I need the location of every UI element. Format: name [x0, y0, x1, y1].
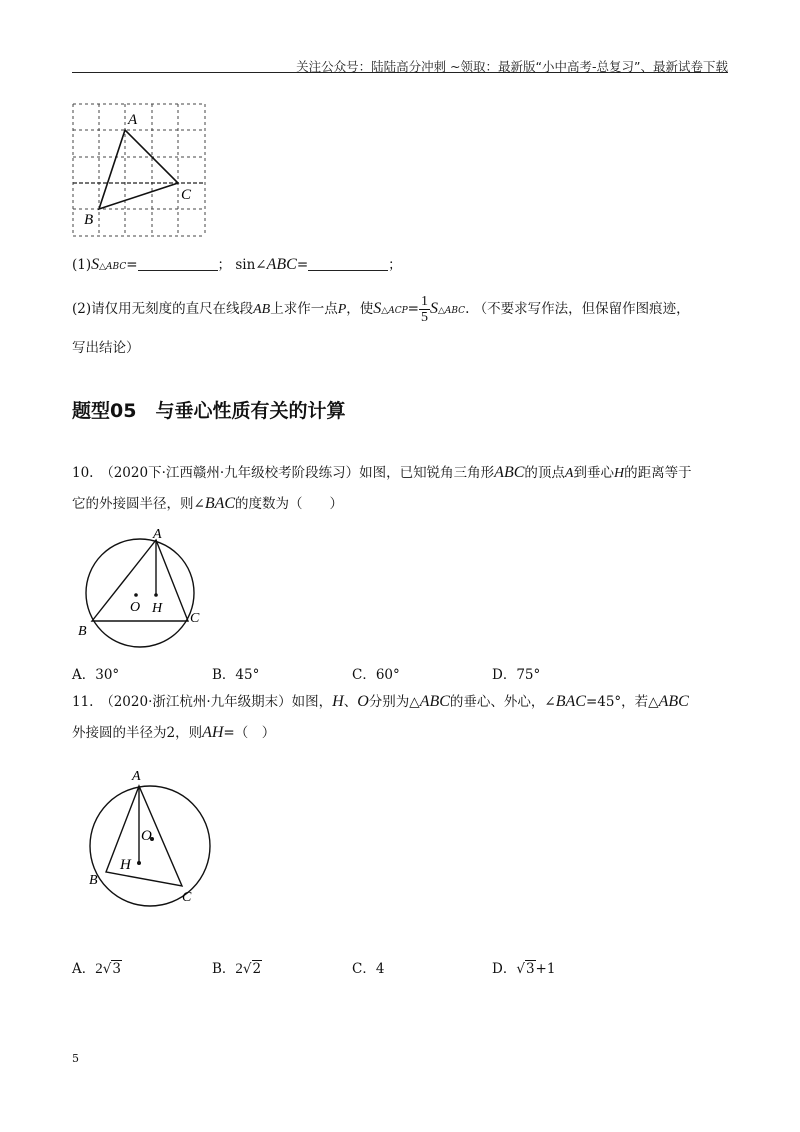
- problem-11-line2: 外接圆的半径为2，则AH=（ ）: [72, 724, 276, 741]
- label-h: H: [152, 601, 163, 616]
- circle-triangle-figure-11: [82, 762, 222, 912]
- sqrt-sign: √: [102, 961, 112, 977]
- label-o: O: [130, 600, 141, 615]
- circle-triangle-figure-10: [70, 523, 210, 648]
- option-b[interactable]: B．45°: [212, 667, 260, 683]
- label-o: O: [141, 828, 152, 844]
- grid-triangle-figure: [70, 100, 210, 240]
- option-a[interactable]: A．30°: [72, 667, 120, 683]
- section-title: 题型05 与垂心性质有关的计算: [72, 400, 346, 422]
- answer-blank-2: [308, 256, 388, 271]
- label-c: C: [181, 187, 192, 203]
- problem-11-line1: 11. （2020·浙江杭州·九年级期末）如图，H、O分别为△ABC的垂心、外心，∠BAC=45°，若△ABC: [72, 693, 689, 710]
- label-b: B: [89, 873, 98, 888]
- fraction-one-fifth: $\frac{1}{5}$: [420, 294, 428, 325]
- page-header: 关注公众号：陆陆高分冲刺 ~领取：最新版“小中高考-总复习”、最新试卷下载: [296, 59, 728, 74]
- label-a: A: [128, 112, 138, 128]
- point-h: [137, 861, 141, 865]
- option-c[interactable]: C．60°: [352, 667, 400, 683]
- problem-10-line2: 它的外接圆半径，则∠BAC的度数为（ ）: [72, 495, 344, 512]
- label-b: B: [84, 212, 94, 228]
- question-9-1: (1)S△ABC= ； sin∠ABC= ；: [72, 256, 402, 273]
- circumcircle: [86, 539, 194, 647]
- sqrt-sign: √: [516, 961, 525, 977]
- label-a: A: [153, 527, 162, 542]
- circumcircle: [90, 786, 210, 906]
- option-b-11[interactable]: B．2√2: [212, 961, 262, 977]
- point-h: [154, 593, 158, 597]
- question-9-2: (2)请仅用无刻度的直尺在线段AB上求作一点P，使S△ACP= $\frac{1}{5}$ S△ABC. （不要求写作法，但保留作图痕迹，: [72, 294, 690, 325]
- page-number: 5: [72, 1052, 79, 1065]
- triangle-abc: [99, 130, 178, 209]
- point-o: [134, 593, 138, 597]
- header-divider: [72, 72, 728, 73]
- label-c: C: [190, 611, 200, 626]
- question-9-2-line2: 写出结论）: [72, 340, 140, 356]
- sqrt-sign: √: [242, 961, 252, 977]
- option-c-11[interactable]: C．4: [352, 961, 385, 977]
- problem-10-line1: 10. （2020下·江西赣州·九年级校考阶段练习）如图，已知锐角三角形ABC的顶点A到垂心H的距离等于: [72, 464, 692, 481]
- label-b: B: [78, 624, 87, 639]
- label-h: H: [120, 857, 131, 873]
- label-a: A: [132, 769, 141, 784]
- label-c: C: [182, 890, 192, 905]
- answer-blank-1: [138, 256, 218, 271]
- option-d[interactable]: D．75°: [492, 667, 541, 683]
- option-a-11[interactable]: A．2√3: [72, 961, 121, 977]
- option-d-11[interactable]: D．√3+1: [492, 961, 556, 977]
